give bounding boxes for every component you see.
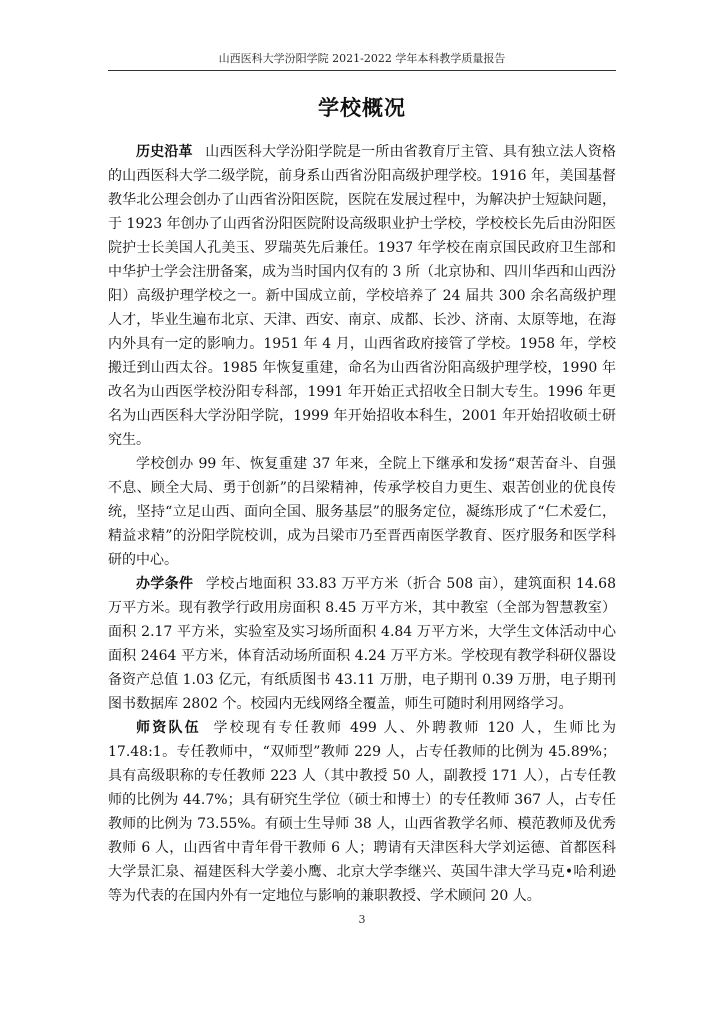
- paragraph-text-history: 山西医科大学汾阳学院是一所由省教育厅主管、具有独立法人资格的山西医科大学二级学院，前身系山西省汾阳高级护理学校。1916 年，美国基督教华北公理会创办了山西省汾阳医院，医院在发展过程中，为解决护士短缺问题，于 1923 年创办了山西省汾阳医院附设高级职业护士学校，学校校长先后由汾阳医院护士长美国人孔美玉、罗瑞英先后兼任。1937 年学校在南京国民政府卫生部和中华护士学会注册备案，成为当时国内仅有的 3 所（北京协和、四川华西和山西汾阳）高级护理学校之一。新中国成立前，学校培养了 24 届共 300 余名高级护理人才，毕业生遍布北京、天津、西安、南京、成都、长沙、济南、太原等地，在海内外具有一定的影响力。1951 年 4 月，山西省政府接管了学校。1958 年，学校搬迁到山西太谷。1985 年恢复重建，命名为山西省汾阳高级护理学校，1990 年改名为山西医学校汾阳专科部，1991 年开始正式招收全日制大专生。1996 年更名为山西医科大学汾阳学院，1999 年开始招收本科生，2001 年开始招收硕士研究生。: [108, 144, 617, 448]
- paragraph-lead-conditions: 办学条件: [136, 576, 194, 592]
- header-divider: [108, 70, 616, 71]
- page-number: 3: [358, 913, 366, 926]
- paragraph-spirit: [108, 452, 616, 572]
- paragraph-text-conditions: 学校占地面积 33.83 万平方米（折合 508 亩），建筑面积 14.68 万平方米。现有教学行政用房面积 8.45 万平方米，其中教室（全部为智慧教室）面积 2.17 平方米，实验室及实习场所面积 4.84 万平方米，大学生文体活动中心面积 2464 平方米，体育活动场所面积 4.24 万平方米。学校现有教学科研仪器设备资产总值 1.03 亿元，有纸质图书 43.11 万册，电子期刊 0.39 万册，电子期刊图书数据库 2802 个。校园内无线网络全覆盖，师生可随时利用网络学习。: [108, 576, 616, 712]
- paragraph-lead-history: 历史沿革: [136, 144, 193, 160]
- paragraph-history: [108, 140, 616, 452]
- paragraph-faculty: [108, 716, 616, 908]
- body-text: [108, 140, 616, 908]
- paragraph-lead-faculty: 师资队伍: [136, 720, 201, 736]
- section-title: 学校概况: [318, 96, 406, 120]
- running-header: 山西医科大学汾阳学院 2021-2022 学年本科教学质量报告: [218, 52, 506, 65]
- paragraph-text-spirit: 学校创办 99 年、恢复重建 37 年来，全院上下继承和发扬“艰苦奋斗、自强不息、顾全大局、勇于创新”的吕梁精神，传承学校自力更生、艰苦创业的优良传统，坚持“立足山西、面向全国、服务基层”的服务定位，凝练形成了“仁术爱仁，精益求精”的汾阳学院校训，成为吕梁市乃至晋西南医学教育、医疗服务和医学科研的中心。: [108, 456, 616, 568]
- paragraph-conditions: [108, 572, 616, 716]
- paragraph-text-faculty: 学校现有专任教师 499 人、外聘教师 120 人，生师比为 17.48:1。专任教师中，“双师型”教师 229 人，占专任教师的比例为 45.89%；具有高级职称的专任教师 223 人（其中教授 50 人，副教授 171 人），占专任教师的比例为 44.7%；具有研究生学位（硕士和博士）的专任教师 367 人，占专任教师的比例为 73.55%。有硕士生导师 38 人，山西省教学名师、模范教师及优秀教师 6 人，山西省中青年骨干教师 6 人；聘请有天津医科大学刘运德、首都医科大学景汇泉、福建医科大学姜小鹰、北京大学李继兴、英国牛津大学马克•哈利逊等为代表的在国内外有一定地位与影响的兼职教授、学术顾问 20 人。: [108, 720, 617, 904]
